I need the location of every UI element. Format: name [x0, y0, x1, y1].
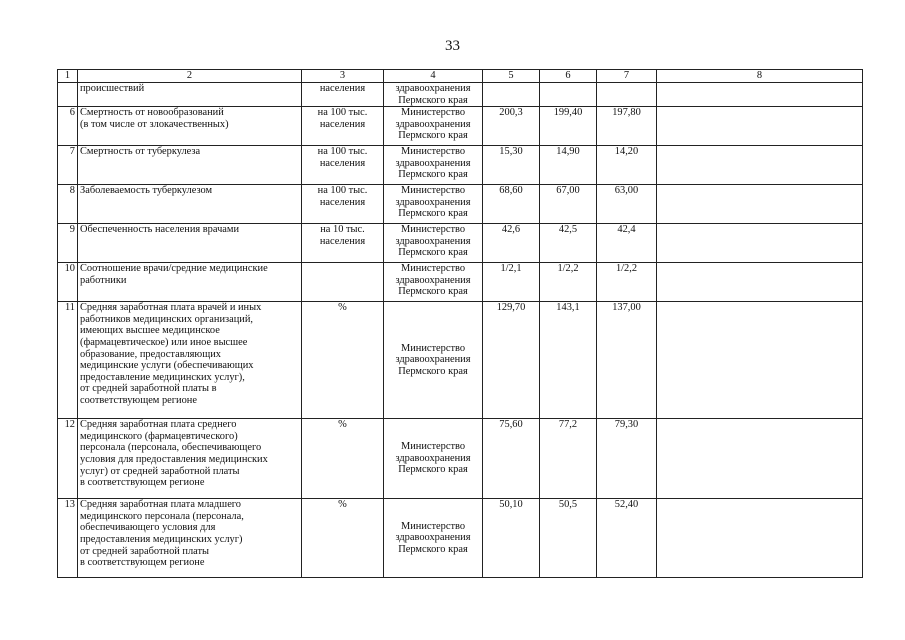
value-col-6: 67,00 [540, 185, 597, 224]
column-number-header: 3 [302, 70, 384, 83]
value-col-8 [657, 263, 863, 302]
indicator-name: Соотношение врачи/средние медицинские работники [78, 263, 302, 302]
column-number-header: 7 [597, 70, 657, 83]
value-col-5: 68,60 [483, 185, 540, 224]
responsible-body: Министерство здравоохранения Пермского края [384, 107, 483, 146]
row-number: 8 [58, 185, 78, 224]
value-col-7: 1/2,2 [597, 263, 657, 302]
column-number-header: 2 [78, 70, 302, 83]
responsible-body: Министерство здравоохранения Пермского края [384, 302, 483, 419]
value-col-7: 79,30 [597, 419, 657, 499]
responsible-body: Министерство здравоохранения Пермского края [384, 146, 483, 185]
value-col-5: 129,70 [483, 302, 540, 419]
value-col-7: 52,40 [597, 499, 657, 578]
responsible-body: здравоохранения Пермского края [384, 83, 483, 107]
indicator-name: Обеспеченность населения врачами [78, 224, 302, 263]
row-number: 9 [58, 224, 78, 263]
unit-of-measure: % [302, 302, 384, 419]
value-col-6: 50,5 [540, 499, 597, 578]
table-row [58, 107, 863, 146]
column-number-header: 8 [657, 70, 863, 83]
column-number-header-row [58, 70, 863, 83]
value-col-8 [657, 419, 863, 499]
value-col-5: 15,30 [483, 146, 540, 185]
unit-of-measure: % [302, 419, 384, 499]
responsible-body: Министерство здравоохранения Пермского края [384, 224, 483, 263]
value-col-7 [597, 83, 657, 107]
unit-of-measure: на 100 тыс. населения [302, 146, 384, 185]
unit-of-measure [302, 263, 384, 302]
row-number: 12 [58, 419, 78, 499]
value-col-5: 50,10 [483, 499, 540, 578]
value-col-6: 199,40 [540, 107, 597, 146]
row-number: 6 [58, 107, 78, 146]
column-number-header: 1 [58, 70, 78, 83]
unit-of-measure: на 10 тыс. населения [302, 224, 384, 263]
column-number-header: 6 [540, 70, 597, 83]
value-col-6: 42,5 [540, 224, 597, 263]
value-col-6 [540, 83, 597, 107]
responsible-body: Министерство здравоохранения Пермского края [384, 185, 483, 224]
indicators-table [57, 69, 863, 578]
responsible-body: Министерство здравоохранения Пермского края [384, 263, 483, 302]
value-col-5: 200,3 [483, 107, 540, 146]
row-number: 13 [58, 499, 78, 578]
value-col-5: 75,60 [483, 419, 540, 499]
row-number: 11 [58, 302, 78, 419]
value-col-7: 197,80 [597, 107, 657, 146]
table-row [58, 419, 863, 499]
row-number: 7 [58, 146, 78, 185]
value-col-6: 1/2,2 [540, 263, 597, 302]
unit-of-measure: на 100 тыс. населения [302, 185, 384, 224]
indicator-name: Средняя заработная плата врачей и иных работников медицинских организаций, имеющих высшее медицинское (фармацевтическое) или иное высшее образование, предоставляющих медицинские услуги (обеспечивающих предоставление медицинских услуг), от средней заработной платы в соответствующем регионе [78, 302, 302, 419]
table-row [58, 263, 863, 302]
row-number [58, 83, 78, 107]
indicator-name: Смертность от туберкулеза [78, 146, 302, 185]
value-col-8 [657, 185, 863, 224]
unit-of-measure: населения [302, 83, 384, 107]
value-col-8 [657, 83, 863, 107]
page-number: 33 [445, 38, 460, 54]
value-col-8 [657, 146, 863, 185]
value-col-6: 77,2 [540, 419, 597, 499]
indicator-name: Смертность от новообразований (в том числе от злокачественных) [78, 107, 302, 146]
value-col-6: 14,90 [540, 146, 597, 185]
table-row [58, 302, 863, 419]
value-col-6: 143,1 [540, 302, 597, 419]
value-col-8 [657, 107, 863, 146]
value-col-7: 42,4 [597, 224, 657, 263]
column-number-header: 4 [384, 70, 483, 83]
table-row [58, 224, 863, 263]
unit-of-measure: % [302, 499, 384, 578]
value-col-8 [657, 302, 863, 419]
value-col-8 [657, 499, 863, 578]
value-col-7: 14,20 [597, 146, 657, 185]
responsible-body: Министерство здравоохранения Пермского края [384, 499, 483, 578]
value-col-8 [657, 224, 863, 263]
responsible-body: Министерство здравоохранения Пермского края [384, 419, 483, 499]
value-col-5: 42,6 [483, 224, 540, 263]
table-row [58, 499, 863, 578]
table-row [58, 83, 863, 107]
value-col-7: 137,00 [597, 302, 657, 419]
value-col-5: 1/2,1 [483, 263, 540, 302]
table-row [58, 146, 863, 185]
row-number: 10 [58, 263, 78, 302]
indicator-name: Заболеваемость туберкулезом [78, 185, 302, 224]
indicator-name: Средняя заработная плата младшего медицинского персонала (персонала, обеспечивающего условия для предоставления медицинских услуг) от средней заработной платы в соответствующем регионе [78, 499, 302, 578]
column-number-header: 5 [483, 70, 540, 83]
unit-of-measure: на 100 тыс. населения [302, 107, 384, 146]
indicator-name: происшествий [78, 83, 302, 107]
value-col-7: 63,00 [597, 185, 657, 224]
table-row [58, 185, 863, 224]
value-col-5 [483, 83, 540, 107]
indicator-name: Средняя заработная плата среднего медицинского (фармацевтического) персонала (персонала, обеспечивающего условия для предоставления медицинских услуг) от средней заработной платы в соответствующем регионе [78, 419, 302, 499]
